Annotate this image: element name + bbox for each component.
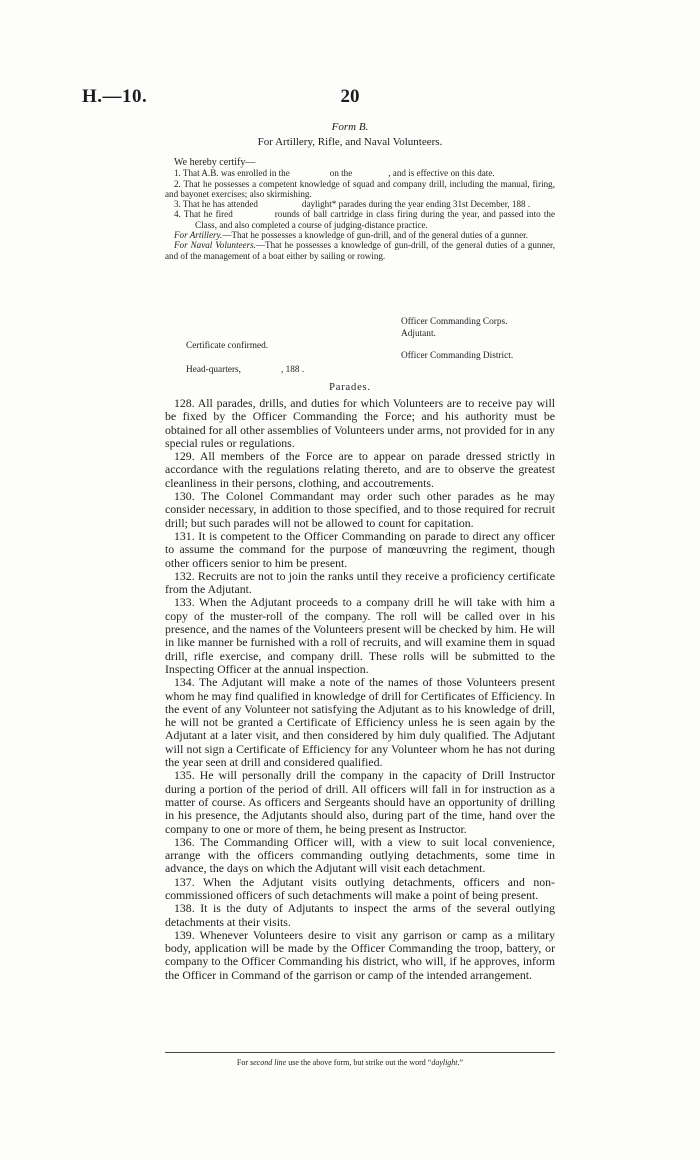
footnote-divider xyxy=(165,1052,555,1053)
paragraph-131: 131. It is competent to the Officer Commanding on parade to direct any officer to assume the command for the purpose of manœuvring the regiment, though other officers senior to him be present. xyxy=(165,528,555,570)
form-naval-clause: For Naval Volunteers.—That he possesses a knowledge of gun-drill, of the general duties of a gunner, and of the management of a boat either by sailing or rowing. xyxy=(165,240,555,261)
signature-district: Officer Commanding District. xyxy=(401,351,514,361)
signature-corps: Officer Commanding Corps. xyxy=(401,317,508,327)
form-item-2: 2. That he possesses a competent knowledge of squad and company drill, including the manual, firing, and bayonet exercises; also skirmishing. xyxy=(165,178,555,199)
paragraph-137: 137. When the Adjutant visits outlying detachments, officers and non-commissioned officers of such detachments will make a point of being present. xyxy=(165,874,555,902)
form-artillery-clause: For Artillery.—That he possesses a knowledge of gun-drill, and of the general duties of a gunner. xyxy=(174,230,528,241)
paragraph-132: 132. Recruits are not to join the ranks until they receive a proficiency certificate from the Adjutant. xyxy=(165,568,555,597)
paragraph-136: 136. The Commanding Officer will, with a view to suit local convenience, arrange with the officers commanding outlying detachments, some time in advance, the days on which the Adjutant will visit each detachment. xyxy=(165,834,555,876)
section-heading-parades: Parades. xyxy=(329,382,371,393)
footnote: For second line use the above form, but strike out the word “daylight.” xyxy=(236,1058,464,1067)
form-item-3: 3. That he has attended daylight* parades during the year ending 31st December, 188 . xyxy=(174,199,531,210)
paragraph-135: 135. He will personally drill the company in the capacity of Drill Instructor during a portion of the period of drill. All officers will fall in for instruction as a matter of course. As officers and Sergeants should have an opportunity of drilling in his presence, the Adjutants should also, during part of the time, hand over the company to one or more of them, he being present as Instructor. xyxy=(165,768,555,836)
paragraph-138: 138. It is the duty of Adjutants to inspect the arms of the several outlying detachments at their visits. xyxy=(165,901,555,929)
form-item-1: 1. That A.B. was enrolled in the on the , and is effective on this date. xyxy=(174,168,495,179)
paragraph-129: 129. All members of the Force are to appear on parade dressed strictly in accordance with the regulations relating thereto, and are to observe the greatest cleanliness in their persons, clothing, and accoutrements. xyxy=(165,449,555,490)
paragraph-134: 134. The Adjutant will make a note of the names of those Volunteers present whom he may find qualified in knowledge of drill for Certificates of Efficiency. In the event of any Volunteer not satisfying the Adjutant as to his knowledge of drill, he will not be granted a Certificate of Efficiency unless he is seen again by the Adjutant at a later visit, and then considered by him duly qualified. The Adjutant will not sign a Certificate of Efficiency for any Volunteer whom he has not during the year seen at drill and considered qualified. xyxy=(165,675,555,770)
paragraph-139: 139. Whenever Volunteers desire to visit any garrison or camp as a military body, application will be made by the Officer Commanding the troop, battery, or company to the Officer Commanding his district, who will, if he approves, inform the Officer in Command of the garrison or camp of the intended arrangement. xyxy=(165,927,555,982)
form-subtitle: For Artillery, Rifle, and Naval Volunteers. xyxy=(257,136,443,148)
form-intro: We hereby certify— xyxy=(174,157,256,168)
form-body xyxy=(165,158,555,261)
paragraph-133: 133. When the Adjutant proceeds to a company drill he will take with him a copy of the muster-roll of the company. The roll will be called over in his presence, and the names of the Volunteers present will be checked by him. He will in like manner be furnished with a roll of recruits, and will examine them in squad drill, rifle exercise, and company drill. These rolls will be submitted to the Inspecting Officer at the annual inspection. xyxy=(165,595,555,676)
headquarters-line: Head-quarters, , 188 . xyxy=(186,365,305,375)
certificate-confirmed: Certificate confirmed. xyxy=(186,341,269,351)
parades-body xyxy=(165,397,555,982)
form-title: Form B. xyxy=(331,121,369,133)
paragraph-128: 128. All parades, drills, and duties for which Volunteers are to receive pay will be fixed by the Officer Commanding the Force; and his authority must be obtained for all other assemblies of Volunteers under arms, not provided for in any special rules or regulations. xyxy=(165,396,555,450)
page-number: 20 xyxy=(340,86,360,107)
document-code: H.—10. xyxy=(82,86,148,107)
form-item-4: 4. That he fired rounds of ball cartridge in class firing during the year, and passed into theClass, and also completed a course of judging-distance practice. xyxy=(174,209,556,230)
signature-adjutant: Adjutant. xyxy=(401,329,436,339)
paragraph-130: 130. The Colonel Commandant may order such other parades as he may consider necessary, in addition to those specified, and to those required for recruit drill; but such parades will not be allowed to count for capitation. xyxy=(165,489,555,530)
